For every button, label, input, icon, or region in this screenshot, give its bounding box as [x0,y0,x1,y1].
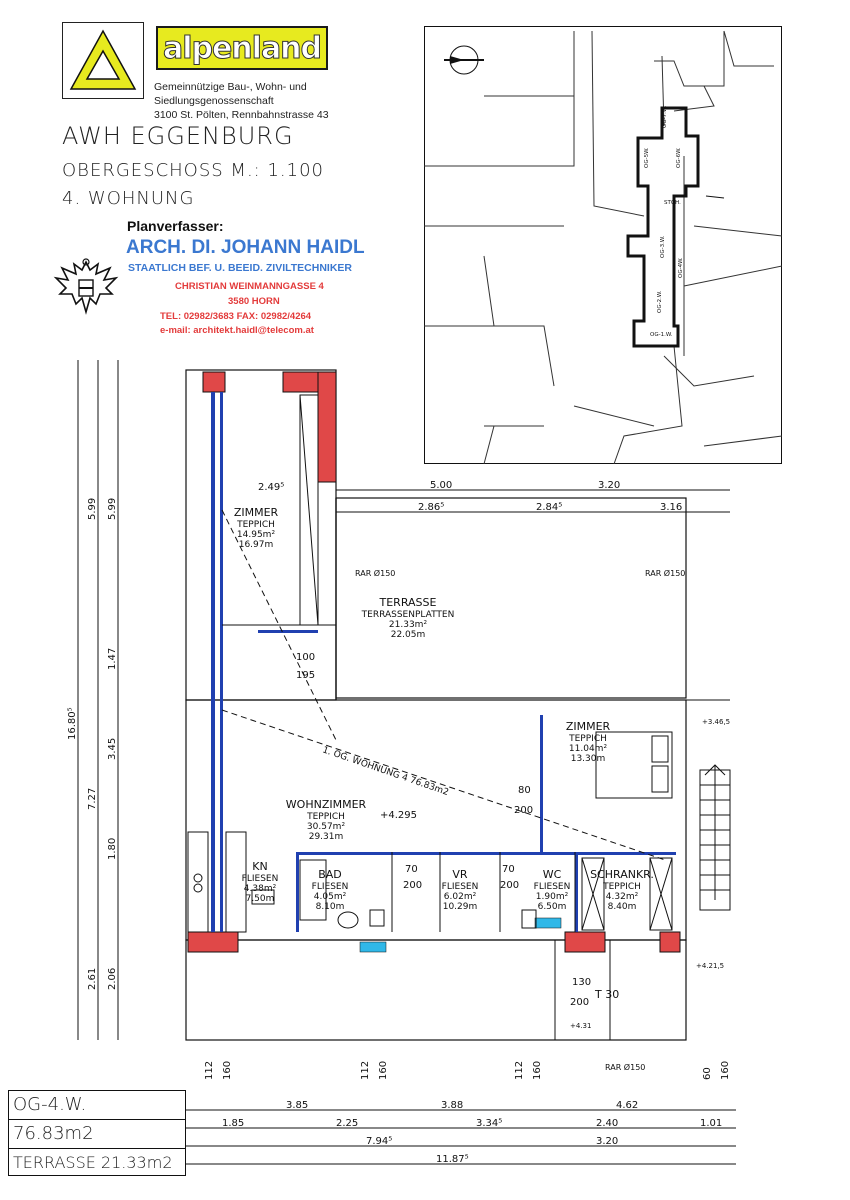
svg-text:1.01: 1.01 [700,1118,723,1129]
room-perimeter: 29.31m [308,832,344,842]
level-marker: +3.46,5 [702,718,731,726]
svg-text:2.25: 2.25 [336,1118,359,1129]
summary-area: 76.83m2 [9,1120,185,1149]
architect-subtitle: STAATLICH BEF. U. BEEID. ZIVILTECHNIKER [128,262,353,274]
room-name: BAD [318,868,342,881]
room-perimeter: 16.97m [238,540,274,550]
svg-text:80: 80 [518,785,531,796]
svg-text:2.40: 2.40 [596,1118,619,1129]
room-perimeter: 13.30m [570,754,606,764]
room-name: WC [542,868,562,881]
svg-text:160: 160 [378,1060,389,1080]
svg-text:16.80⁵: 16.80⁵ [67,707,78,740]
site-unit-label: OG-2.W. [657,290,663,313]
left-dimensions [78,360,118,1040]
svg-text:160: 160 [222,1060,233,1080]
architect-label: Planverfasser: [127,218,224,234]
site-unit-label: OG-7.W. [662,105,668,128]
room-floor: FLIESEN [441,882,479,892]
svg-text:3.34⁵: 3.34⁵ [476,1118,503,1129]
room-area: 21.33m² [388,620,428,630]
room-floor: TEPPICH [603,882,641,892]
svg-text:200: 200 [570,997,590,1008]
company-line2: 3100 St. Pölten, Rennbahnstrasse 43 [154,109,329,121]
room-floor: TEPPICH [569,734,607,744]
room-floor: FLIESEN [311,882,349,892]
stair-icon [700,765,730,910]
svg-text:3.20: 3.20 [598,480,621,491]
room-floor: FLIESEN [241,874,279,884]
brand-wordmark: alpenland [156,26,328,70]
architect-name: ARCH. DI. JOHANN HAIDL [126,237,365,258]
svg-text:100: 100 [296,652,316,663]
svg-text:112: 112 [204,1060,215,1080]
room-floor: FLIESEN [533,882,571,892]
room-floor: TEPPICH [307,812,345,822]
svg-text:2.06: 2.06 [107,967,118,990]
room-area: 4.38m² [243,884,277,894]
room-name: WOHNZIMMER [285,798,367,811]
room-area: 1.90m² [535,892,569,902]
apartment-diagonal-label: 1. OG. WOHNUNG 4 76.83m2 [321,745,450,799]
room-name: VR [452,868,468,881]
project-floor: OBERGESCHOSS M.: 1.100 [62,160,324,181]
svg-text:70: 70 [405,864,418,875]
svg-text:3.85: 3.85 [286,1100,309,1111]
svg-text:2.86⁵: 2.86⁵ [418,502,445,513]
room-area: 30.57m² [306,822,346,832]
rar-label: RAR Ø150 [645,569,686,578]
room-perimeter: 22.05m [390,630,426,640]
svg-text:195: 195 [296,670,316,681]
site-unit-label: OG-5W. [644,147,650,168]
architect-street: CHRISTIAN WEINMANNGASSE 4 [175,281,324,292]
room-area: 14.95m² [236,530,276,540]
svg-text:3.16: 3.16 [660,502,683,513]
svg-text:3.20: 3.20 [596,1136,619,1147]
svg-text:200: 200 [403,880,423,891]
level-marker: +4.295 [380,810,418,821]
svg-text:130: 130 [572,977,592,988]
site-unit-label: OG-3.W. [660,235,666,258]
level-marker: +4.21,5 [696,962,725,970]
stair-label: T 30 [595,988,620,1001]
delta-logo-icon [63,23,143,98]
svg-text:200: 200 [514,805,534,816]
eagle-emblem-icon [50,256,122,318]
company-info [154,80,424,122]
room-floor: TEPPICH [237,520,275,530]
level-marker: +4.31 [570,1022,592,1030]
site-unit-label: OG-6W. [676,147,682,168]
bottom-dimensions [186,1096,746,1176]
room-perimeter: 6.50m [537,902,567,912]
svg-text:3.88: 3.88 [441,1100,464,1111]
svg-text:70: 70 [502,864,515,875]
svg-text:160: 160 [720,1060,731,1080]
svg-text:160: 160 [532,1060,543,1080]
floor-plan [0,340,850,1090]
site-unit-label: STGH. [664,200,681,206]
architect-email: e-mail: architekt.haidl@telecom.at [160,325,314,336]
svg-text:4.62: 4.62 [616,1100,639,1111]
room-name: ZIMMER [565,720,611,733]
summary-unit: OG-4.W. [9,1091,185,1120]
room-area: 4.32m² [605,892,639,902]
svg-text:5.99: 5.99 [107,497,118,520]
site-unit-label: OG-4W. [678,257,684,278]
unit-summary [8,1090,186,1176]
svg-text:3.45: 3.45 [107,737,118,760]
architect-phone: TEL: 02982/3683 FAX: 02982/4264 [160,311,312,322]
company-line1: Gemeinnützige Bau-, Wohn- und Siedlungsgenossenschaft [154,81,307,107]
svg-text:112: 112 [514,1060,525,1080]
svg-text:200: 200 [500,880,520,891]
svg-text:11.87⁵: 11.87⁵ [436,1154,469,1165]
room-perimeter: 8.10m [315,902,345,912]
svg-text:1.80: 1.80 [107,837,118,860]
svg-text:1.85: 1.85 [222,1118,245,1129]
svg-text:2.49⁵: 2.49⁵ [258,482,285,493]
bed-icon [596,732,672,798]
svg-text:7.94⁵: 7.94⁵ [366,1136,393,1147]
architect-city: 3580 HORN [228,296,280,307]
svg-text:5.99: 5.99 [87,497,98,520]
rar-label: RAR Ø150 [605,1063,646,1072]
summary-terrace: TERRASSE 21.33m2 [13,1153,173,1172]
room-perimeter: 10.29m [442,902,478,912]
svg-text:112: 112 [360,1060,371,1080]
project-title: AWH EGGENBURG [62,122,294,150]
room-area: 4.05m² [313,892,347,902]
room-area: 6.02m² [443,892,477,902]
room-name: KN [252,860,268,873]
rar-label: RAR Ø150 [355,569,396,578]
room-area: 11.04m² [568,744,608,754]
room-name: TERRASSE [379,596,437,609]
room-floor: TERRASSENPLATTEN [361,610,455,620]
svg-text:1.47: 1.47 [107,647,118,670]
room-perimeter: 7.50m [245,894,275,904]
svg-text:2.61: 2.61 [87,967,98,990]
alpenland-logo [62,22,144,99]
room-name: ZIMMER [233,506,279,519]
project-unit: 4. WOHNUNG [62,188,195,209]
svg-text:5.00: 5.00 [430,480,453,491]
svg-text:7.27: 7.27 [87,787,98,810]
svg-text:2.84⁵: 2.84⁵ [536,502,563,513]
room-name: SCHRANKR. [590,868,654,881]
room-perimeter: 8.40m [607,902,637,912]
site-unit-label: OG-1.W. [650,332,673,338]
svg-text:60: 60 [702,1067,713,1080]
